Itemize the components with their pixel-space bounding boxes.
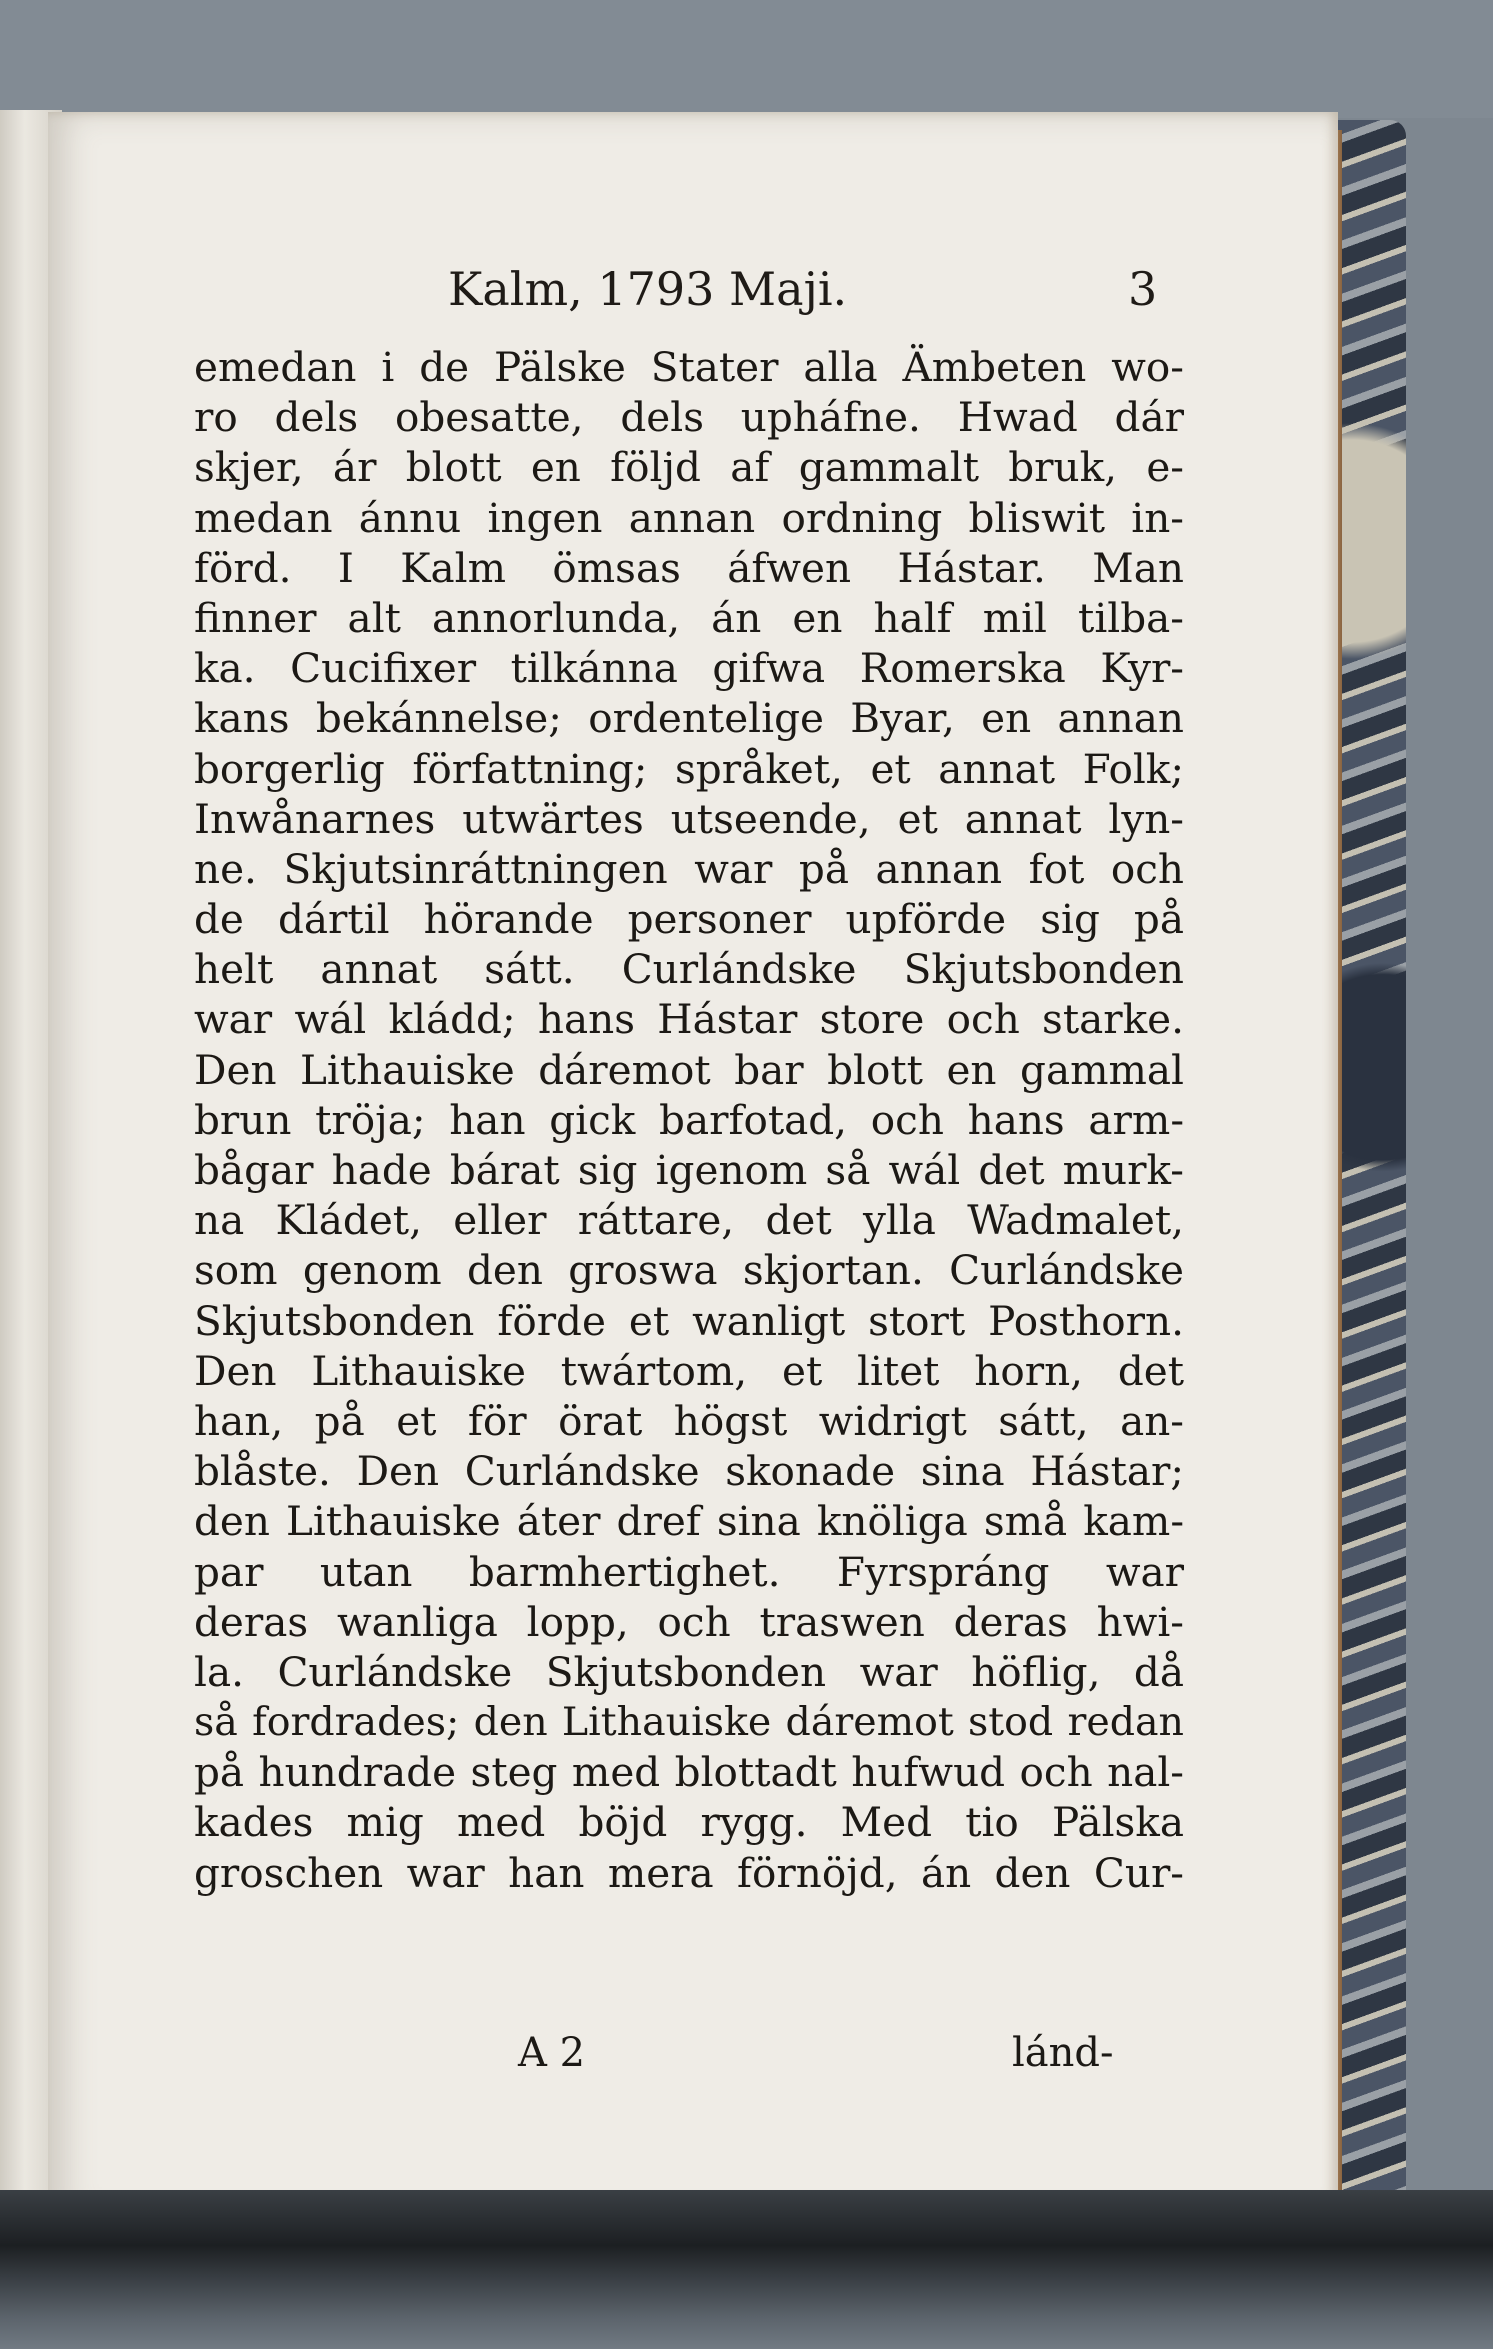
text-line: la. Curlándske Skjutsbonden war höflig, då	[194, 1647, 1184, 1696]
catchword: lánd-	[1012, 2030, 1114, 2076]
background-top	[0, 0, 1493, 118]
text-line: ka. Cucifixer tilkánna gifwa Romerska Kyr-	[194, 644, 1184, 693]
text-line: par utan barmhertighet. Fyrspráng war	[194, 1547, 1184, 1596]
page-number: 3	[1128, 262, 1158, 316]
text-line: Inwånarnes utwärtes utseende, et annat lyn-	[194, 794, 1184, 843]
book-page	[48, 112, 1338, 2220]
text-line: ne. Skjutsinráttningen war på annan fot och	[194, 844, 1184, 893]
text-line: ro dels obesatte, dels upháfne. Hwad dár	[194, 393, 1184, 442]
text-line: kans bekánnelse; ordentelige Byar, en annan	[194, 694, 1184, 743]
text-line: blåste. Den Curlándske skonade sina Hástar;	[194, 1447, 1184, 1496]
body-text	[194, 342, 1184, 1898]
text-line: emedan i de Pälske Stater alla Ämbeten wo-	[194, 343, 1184, 391]
text-line: helt annat sátt. Curlándske Skjutsbonden	[194, 945, 1184, 994]
text-line: förd. I Kalm ömsas áfwen Hástar. Man	[194, 543, 1184, 592]
text-line: de dártil hörande personer upförde sig på	[194, 895, 1184, 944]
text-line: deras wanliga lopp, och traswen deras hwi-	[194, 1597, 1184, 1646]
page-footer	[48, 2030, 1338, 2090]
text-line: Den Lithauiske dáremot bar blott en gammal	[194, 1045, 1184, 1094]
text-line: bågar hade bárat sig igenom så wál det murk-	[194, 1146, 1184, 1194]
text-line: na Kládet, eller ráttare, det ylla Wadmalet,	[194, 1196, 1184, 1245]
text-line: war wál kládd; hans Hástar store och starke.	[194, 995, 1184, 1044]
text-line: som genom den groswa skjortan. Curlándske	[194, 1246, 1184, 1295]
text-line: skjer, ár blott en följd af gammalt bruk, e-	[194, 443, 1184, 492]
text-line: kades mig med böjd rygg. Med tio Pälska	[194, 1798, 1184, 1847]
text-line: den Lithauiske áter dref sina knöliga små kam-	[194, 1497, 1184, 1546]
signature-mark: A 2	[518, 2030, 586, 2076]
page-header	[48, 262, 1338, 332]
text-line: på hundrade steg med blottadt hufwud och nal-	[194, 1748, 1184, 1797]
text-line: brun tröja; han gick barfotad, och hans arm-	[194, 1095, 1184, 1144]
text-line: medan ánnu ingen annan ordning bliswit in-	[194, 493, 1184, 542]
running-head: Kalm, 1793 Maji.	[448, 262, 848, 316]
text-line: han, på et för örat högst widrigt sátt, an-	[194, 1396, 1184, 1445]
text-line: så fordrades; den Lithauiske dáremot stod redan	[194, 1699, 1184, 1746]
text-line: finner alt annorlunda, án en half mil tilba-	[194, 593, 1184, 642]
text-line: Skjutsbonden förde et wanligt stort Posthorn.	[194, 1296, 1184, 1345]
text-line: groschen war han mera förnöjd, án den Cur-	[194, 1848, 1184, 1897]
background-bottom	[0, 2190, 1493, 2349]
text-line: Den Lithauiske twártom, et litet horn, det	[194, 1346, 1184, 1395]
text-line: borgerlig författning; språket, et annat Folk;	[194, 744, 1184, 793]
